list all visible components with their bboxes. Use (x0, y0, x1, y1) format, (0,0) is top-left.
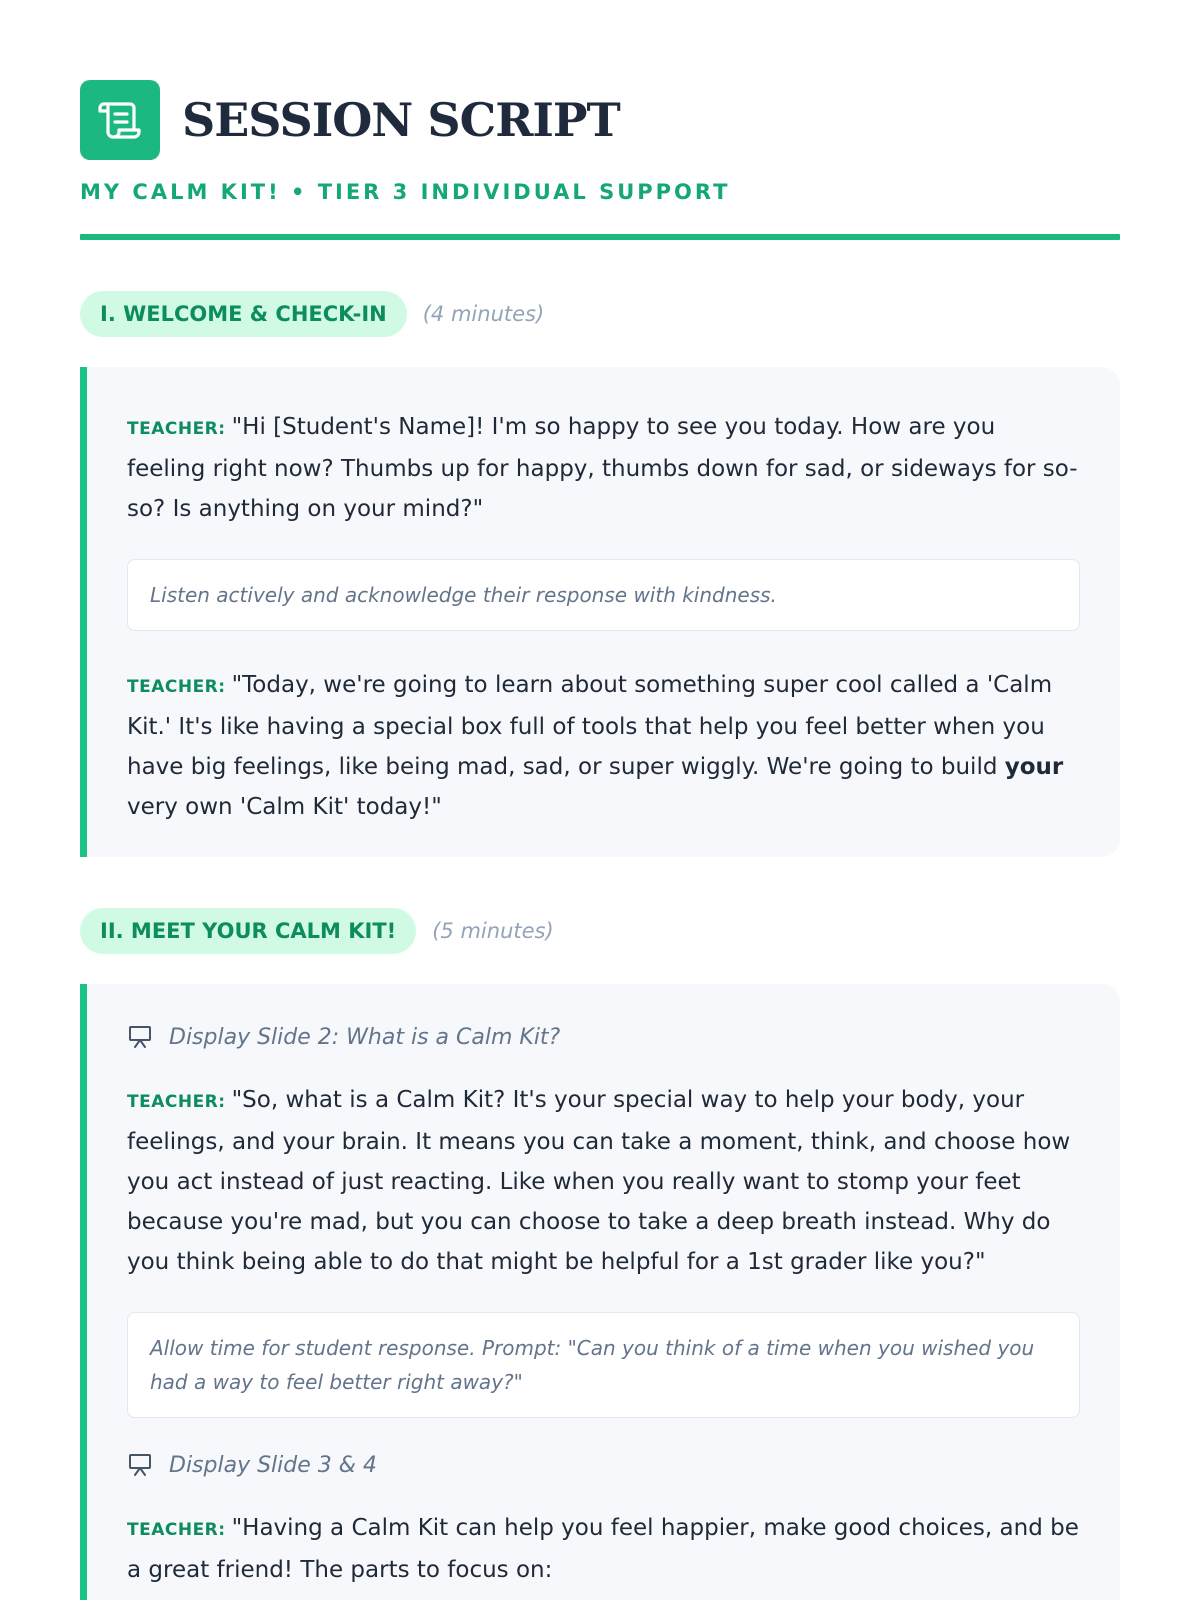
page-header (80, 80, 1120, 204)
section-duration: (5 minutes) (432, 919, 554, 943)
slide-cue (127, 1024, 1080, 1050)
facilitator-note: Allow time for student response. Prompt: "Can you think of a time when you wished you had a way to feel better right away?" (127, 1312, 1080, 1418)
slide-cue (127, 1452, 1080, 1478)
scroll-icon (80, 80, 160, 160)
section-heading-meet-kit (80, 908, 554, 954)
teacher-line-text: "Today, we're going to learn about something super cool called a 'Calm Kit.' It's like having a special box full of tools that help you feel better when you have big feelings, like being mad, sad, or super wiggly. We're going to build (127, 672, 1053, 780)
teacher-line-text: very own 'Calm Kit' today!" (127, 794, 442, 820)
speaker-label: TEACHER: (127, 419, 226, 439)
script-card-meet-kit (80, 984, 1120, 1600)
teacher-line (127, 665, 1080, 827)
teacher-line-text: "Having a Calm Kit can help you feel happier, make good choices, and be a great friend! The parts to focus on: (127, 1515, 1079, 1583)
slide-cue-text: Display Slide 2: What is a Calm Kit? (169, 1024, 561, 1050)
title-row (80, 80, 1120, 160)
section-duration: (4 minutes) (422, 302, 545, 326)
teacher-line (127, 407, 1080, 529)
speaker-label: TEACHER: (127, 1520, 226, 1540)
emphasis-text: your (1004, 754, 1064, 780)
presentation-icon (127, 1452, 153, 1478)
teacher-line (127, 1508, 1080, 1590)
section-label: I. WELCOME & CHECK-IN (80, 291, 407, 337)
page-subtitle: MY CALM KIT! • TIER 3 INDIVIDUAL SUPPORT (80, 180, 731, 204)
section-label: II. MEET YOUR CALM KIT! (80, 908, 416, 954)
speaker-label: TEACHER: (127, 1092, 226, 1112)
section-heading-welcome (80, 291, 544, 337)
header-divider (80, 234, 1120, 240)
facilitator-note: Listen actively and acknowledge their response with kindness. (127, 559, 1080, 631)
page-title: SESSION SCRIPT (182, 93, 620, 147)
script-card-welcome (80, 367, 1120, 857)
teacher-line-text: "Hi [Student's Name]! I'm so happy to see you today. How are you feeling right now? Thumbs up for happy, thumbs down for sad, or sideways for so-so? Is anything on your mind?" (127, 414, 1078, 522)
slide-cue-text: Display Slide 3 & 4 (169, 1452, 377, 1478)
teacher-line-text: "So, what is a Calm Kit? It's your special way to help your body, your feelings, and your brain. It means you can take a moment, think, and choose how you act instead of just reacting. Like when you really want to stomp your feet because you're mad, but you can choose to take a deep breath instead. Why do you think being able to do that might be helpful for a 1st grader like you?" (127, 1087, 1071, 1275)
presentation-icon (127, 1024, 153, 1050)
speaker-label: TEACHER: (127, 677, 226, 697)
teacher-line (127, 1080, 1080, 1282)
